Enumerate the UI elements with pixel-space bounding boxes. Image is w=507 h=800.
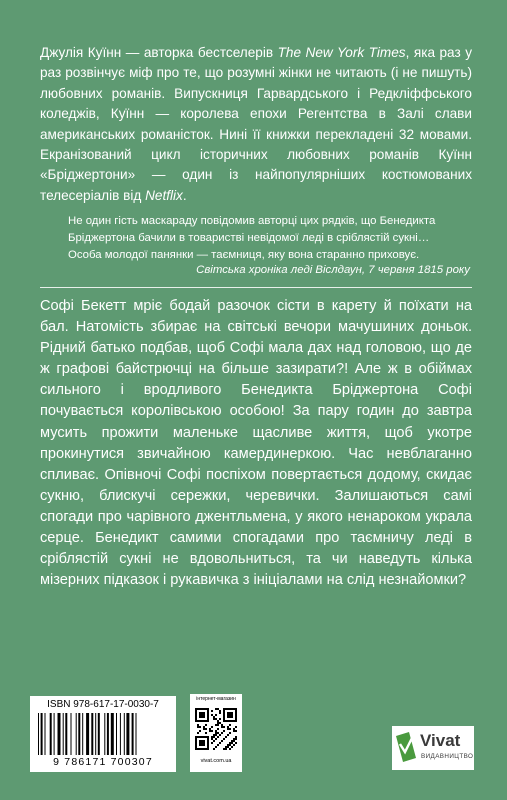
bio-nyt: The New York Times xyxy=(277,45,406,60)
qr-code-icon xyxy=(195,708,237,750)
epigraph-source: Світська хроніка леді Віслдаун, 7 червня 1815 року xyxy=(196,264,470,276)
bio-netflix: Netflix xyxy=(145,187,183,203)
barcode-bars xyxy=(38,713,168,755)
publisher-subtitle: ВИДАВНИЦТВО xyxy=(421,753,474,760)
bio-text-1: Джулія Куїнн — авторка бестселерів xyxy=(40,45,278,60)
barcode xyxy=(30,696,176,772)
epigraph-quote: Не один гість маскараду повідомив авторці цих рядків, що Бенедикта Бріджертона бачили в товаристві невідомої леді в сріблястій сукні… Особа молодої панянки — таємниця, яку вона старанно приховує. xyxy=(68,215,436,262)
qr-bottom-label: vivat.com.ua xyxy=(200,758,232,764)
book-blurb: Софі Бекетт мріє бодай разочок сісти в карету й поїхати на бал. Натомість збирає на світські вечори мачушиних доньок. Рідний батько подбав, щоб Софі мала дах над головою, що де ж графові байстрючці на більше зазирати?! Але ж в обіймах сильного і вродливого Бенедикта Бріджертона Софі почувається королівською особою! За пару годин до завтра мусить прожити маленьке щасливе життя, щоб укотре прокинутися звичайною камердинеркою. Час невблаганно спливає. Опівночі Софі поспіхом повертається додому, скидає сукню, блискучі сережки, черевички. Залишаються самі спогади про чарівного джентльмена, у якого ненароком украла серце. Бенедикт самими спогадами про таємничу леді в сріблястій сукні не вдовольниться, та чи наведуть кілька мізерних підказок і рукавичка з ініціалами на слід незнайомки? xyxy=(40,298,472,589)
author-bio xyxy=(40,43,472,206)
bio-text-2: , яка раз у раз розвінчує міф про те, що розумні жінки не читають (і не пишуть) любовних романів. Випускниця Гарвардського і Редкліффського коледжів, Куїнн — королева епохи Регентства в Залі слави американських романісток. Нині її книжки перекладені 32 мовами. Екранізований цикл історичних любовних романів Куїнн «Бріджертони» — один із найпопулярніших костюмованих телесеріалів від xyxy=(40,45,472,203)
qr-code xyxy=(190,694,242,772)
vivat-leaf-icon xyxy=(396,732,416,762)
bio-text-3: . xyxy=(182,187,187,203)
publisher-logo xyxy=(392,726,474,770)
qr-top-label: інтернет-магазин xyxy=(196,696,236,702)
section-divider xyxy=(40,287,472,288)
barcode-digits: 9 786171 700307 xyxy=(53,756,153,768)
publisher-name: Vivat xyxy=(420,731,461,750)
isbn-label: ISBN 978-617-17-0030-7 xyxy=(47,699,159,710)
